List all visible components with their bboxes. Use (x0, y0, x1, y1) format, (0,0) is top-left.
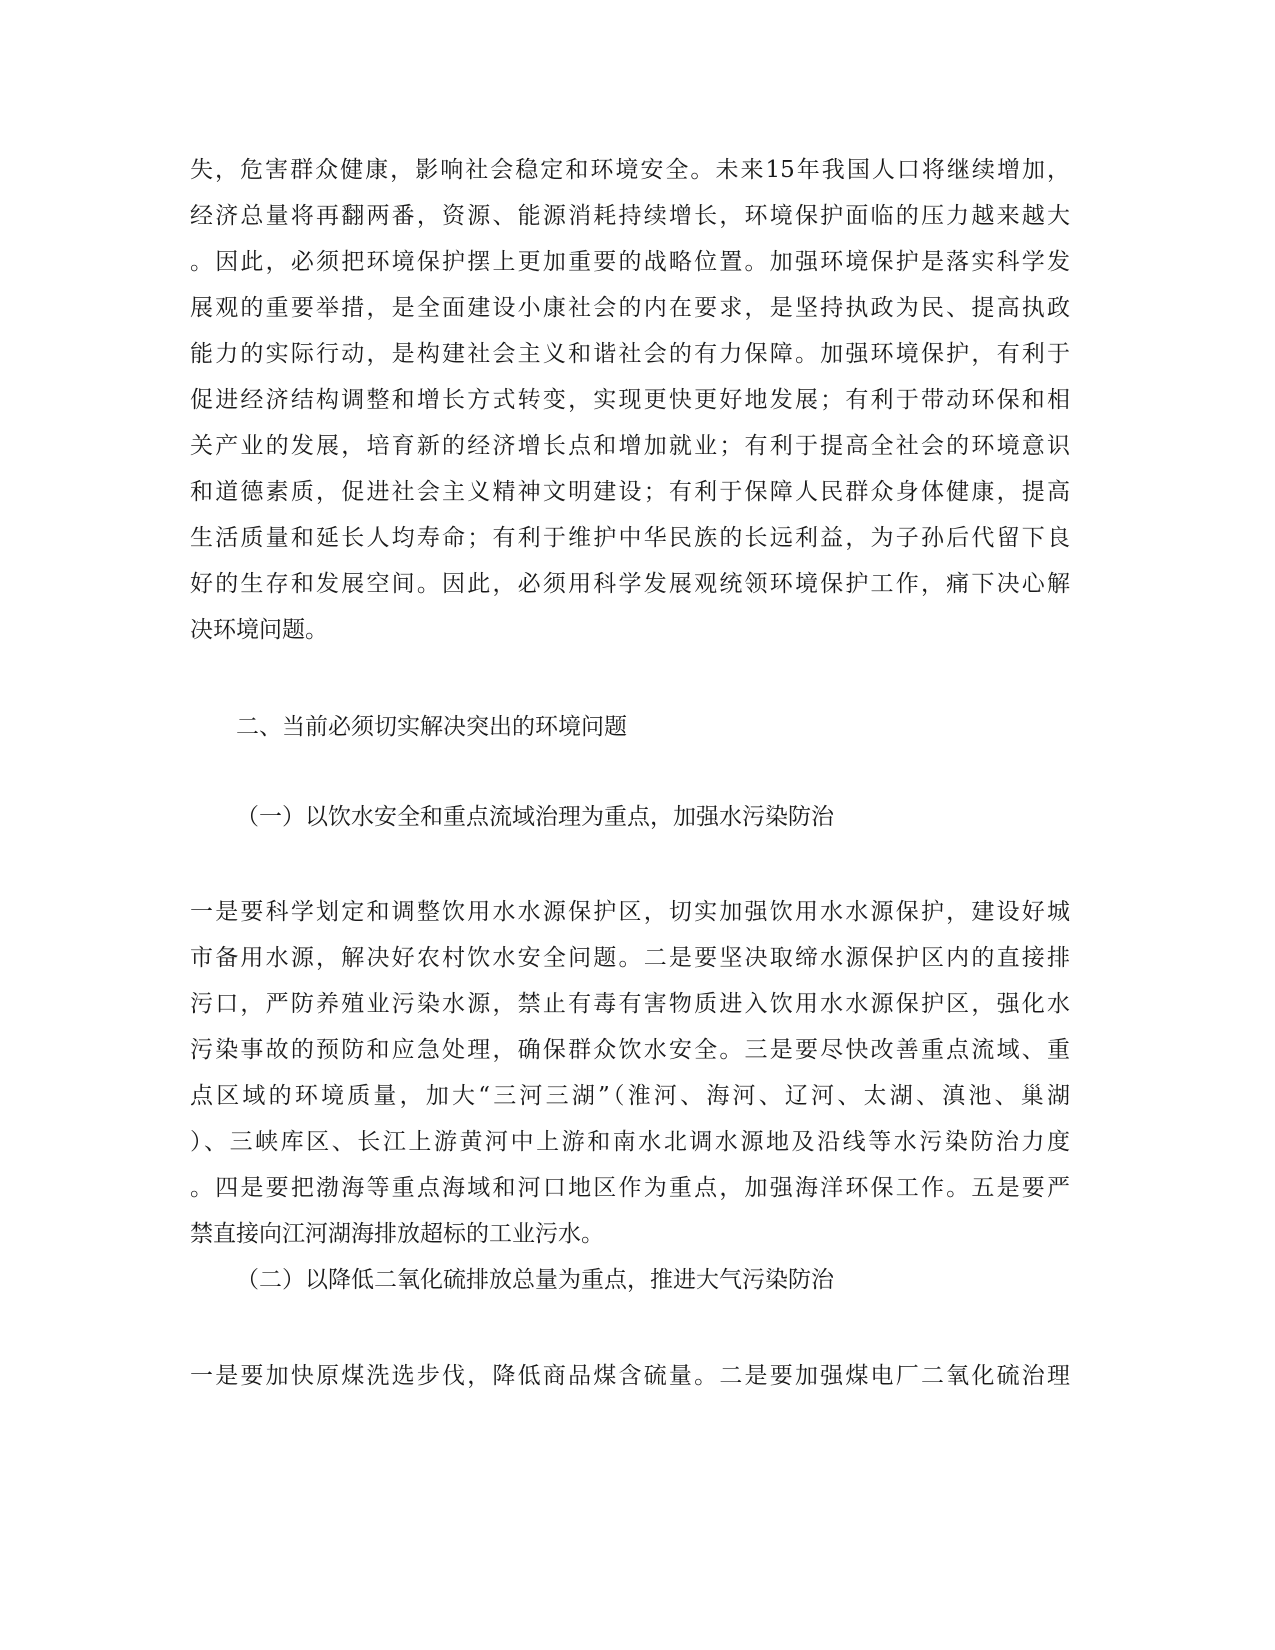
text-line: 关产业的发展，培育新的经济增长点和增加就业；有利于提高全社会的环境意识 (190, 433, 1070, 459)
text-line: 一是要加快原煤洗选步伐，降低商品煤含硫量。二是要加强煤电厂二氧化硫治理 (190, 1363, 1070, 1389)
text-line: 市备用水源，解决好农村饮水安全问题。二是要坚决取缔水源保护区内的直接排 (190, 945, 1070, 971)
text-line: 生活质量和延长人均寿命；有利于维护中华民族的长远利益，为子孙后代留下良 (190, 525, 1070, 551)
text-line: 和道德素质，促进社会主义精神文明建设；有利于保障人民群众身体健康，提高 (190, 479, 1070, 505)
text-line: 污口，严防养殖业污染水源，禁止有毒有害物质进入饮用水水源保护区，强化水 (190, 991, 1070, 1017)
subsection-heading: （一）以饮水安全和重点流域治理为重点，加强水污染防治 (236, 804, 834, 830)
text-line: 。四是要把渤海等重点海域和河口地区作为重点，加强海洋环保工作。五是要严 (190, 1175, 1070, 1201)
text-line: 污染事故的预防和应急处理，确保群众饮水安全。三是要尽快改善重点流域、重 (190, 1037, 1070, 1063)
text-line: 。因此，必须把环境保护摆上更加重要的战略位置。加强环境保护是落实科学发 (190, 249, 1070, 275)
subsection-heading: （二）以降低二氧化硫排放总量为重点，推进大气污染防治 (236, 1267, 834, 1293)
text-line: 好的生存和发展空间。因此，必须用科学发展观统领环境保护工作，痛下决心解 (190, 571, 1070, 597)
text-line: ）、三峡库区、长江上游黄河中上游和南水北调水源地及沿线等水污染防治力度 (190, 1129, 1070, 1155)
text-line: 点区域的环境质量，加大“三河三湖”（淮河、海河、辽河、太湖、滇池、巢湖 (190, 1083, 1070, 1109)
text-line: 经济总量将再翻两番，资源、能源消耗持续增长，环境保护面临的压力越来越大 (190, 203, 1070, 229)
text-line: 决环境问题。 (190, 617, 328, 643)
section-heading: 二、当前必须切实解决突出的环境问题 (236, 714, 627, 740)
text-line: 禁直接向江河湖海排放超标的工业污水。 (190, 1221, 604, 1247)
text-line: 能力的实际行动，是构建社会主义和谐社会的有力保障。加强环境保护，有利于 (190, 341, 1070, 367)
text-line: 失，危害群众健康，影响社会稳定和环境安全。未来15年我国人口将继续增加， (190, 157, 1070, 183)
text-line: 展观的重要举措，是全面建设小康社会的内在要求，是坚持执政为民、提高执政 (190, 295, 1070, 321)
text-line: 一是要科学划定和调整饮用水水源保护区，切实加强饮用水水源保护，建设好城 (190, 899, 1070, 925)
text-line: 促进经济结构调整和增长方式转变，实现更快更好地发展；有利于带动环保和相 (190, 387, 1070, 413)
